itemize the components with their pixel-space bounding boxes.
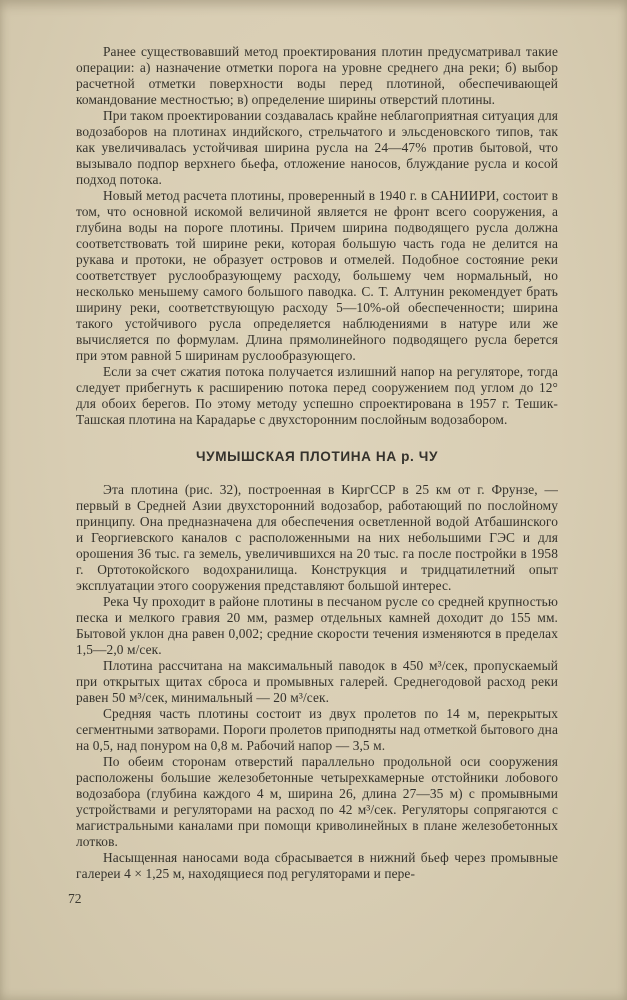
- paragraph: При таком проектировании создавалась крайне неблагоприятная ситуация для водозаборов на плотинах индийского, стрельчатого и эльсденовского типов, так как увеличивалась устойчивая ширина русла на 24—47% против бытовой, что вызывало подпор верхнего бьефа, отложение наносов, блуждание русла и косой подход потока.: [76, 108, 558, 187]
- text-column: [76, 44, 558, 882]
- paragraph: Если за счет сжатия потока получается излишний напор на регуляторе, тогда следует прибегнуть к расширению потока перед сооружением под углом до 12° для обоих берегов. По этому методу успешно спроектирована в 1957 г. Тешик-Ташская плотина на Карадарье с двухсторонним послойным водозабором.: [76, 364, 558, 427]
- paragraph: Плотина рассчитана на максимальный паводок в 450 м³/сек, пропускаемый при открытых щитах сброса и промывных галерей. Среднегодовой расход реки равен 50 м³/сек, минимальный — 20 м³/сек.: [76, 658, 558, 705]
- paragraph: Река Чу проходит в районе плотины в песчаном русле со средней крупностью песка и мелкого гравия 20 мм, размер отдельных камней доходит до 155 мм. Бытовой уклон дна равен 0,002; средние скорости течения изменяются в пределах 1,5—2,0 м/сек.: [76, 594, 558, 657]
- paragraph: Эта плотина (рис. 32), построенная в КиргССР в 25 км от г. Фрунзе, — первый в Средней Азии двухсторонний водозабор, работающий по послойному принципу. Она предназначена для обеспечения осветленной водой Атбашинского и Георгиевского каналов с расположенными на них небольшими ГЭС и для орошения 36 тыс. га земель, увеличившихся на 20 тыс. га после постройки в 1958 г. Ортотокойского водохранилища. Конструкция и тридцатилетний опыт эксплуатации этого сооружения представляют большой интерес.: [76, 482, 558, 593]
- page-number: 72: [68, 891, 82, 906]
- paragraph: Средняя часть плотины состоит из двух пролетов по 14 м, перекрытых сегментными затворами. Пороги пролетов приподняты над отметкой бытового дна на 0,5, над понуром на 0,8 м. Рабочий напор — 3,5 м.: [76, 706, 558, 753]
- paragraph: Ранее существовавший метод проектирования плотин предусматривал такие операции: а) назначение отметки порога на уровне среднего дна реки; б) выбор расчетной отметки поверхности воды перед плотиной, обеспечивающей командование местностью; в) определение ширины отверстий плотины.: [76, 44, 558, 107]
- paragraph: По обеим сторонам отверстий параллельно продольной оси сооружения расположены большие железобетонные четырехкамерные отстойники лобового водозабора (глубина каждого 4 м, ширина 26, длина 27—35 м) с промывными устройствами и регуляторами на расход по 42 м³/сек. Регуляторы сопрягаются с магистральными каналами при помощи криволинейных в плане железобетонных лотков.: [76, 754, 558, 849]
- paragraph: Насыщенная наносами вода сбрасывается в нижний бьеф через промывные галереи 4 × 1,25 м, находящиеся под регуляторами и пере-: [76, 850, 558, 881]
- section-heading: ЧУМЫШСКАЯ ПЛОТИНА НА р. ЧУ: [195, 449, 439, 464]
- paragraph: Новый метод расчета плотины, проверенный в 1940 г. в САНИИРИ, состоит в том, что основной искомой величиной является не фронт всего сооружения, а глубина воды на пороге плотины. Причем ширина подводящего русла должна соответствовать той ширине реки, которая большую часть года не делится на рукава и протоки, не образует островов и отмелей. Подобное состояние реки соответствует руслообразующему расходу, большему чем нормальный, но несколько меньшему самого большого паводка. С. Т. Алтунин рекомендует брать ширину реки, соответствующую расходу 5—10%-ой обеспеченности; ширина такого устойчивого русла определяется наблюдениями в натуре или же вычисляется по формулам. Длина прямолинейного подводящего русла берется при этом равной 5 ширинам руслообразующего.: [76, 188, 558, 363]
